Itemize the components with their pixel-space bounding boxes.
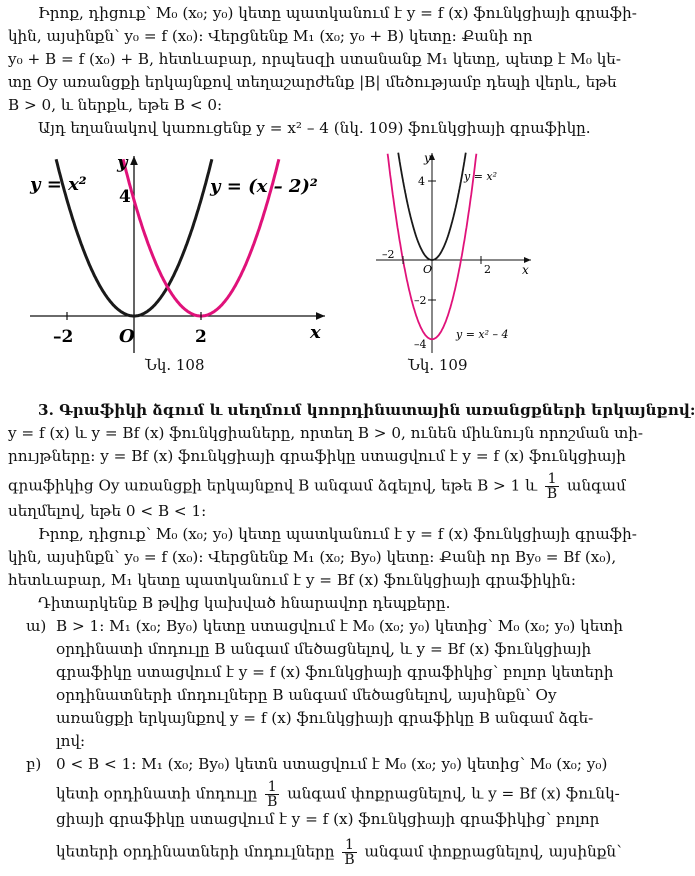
section-3-line-4: սեղմելով, եթե 0 < B < 1: bbox=[8, 502, 207, 520]
axis-label-x: x bbox=[310, 322, 321, 343]
top-line-2: կին, այսինքն՝ y₀ = f (x₀): Վերցնենք M₁ (x₀; y₀ + B) կետը: Քանի որ bbox=[8, 27, 533, 45]
section-3-line-3b: անգամ bbox=[567, 476, 626, 495]
figure-109 bbox=[368, 148, 538, 358]
section-3-line-3a: գրաֆիկից Oy առանցքի երկայնքով B անգամ ձգելով, եթե B > 1 և bbox=[8, 476, 538, 495]
section-3-title: 3. Գրաֆիկի ձգում և սեղմում կոորդինատային առանցքների երկայնքով: bbox=[38, 401, 695, 419]
case-a-line-4: օրդինատների մոդուլները B անգամ մեծացնելով, այսինքն՝ Oy bbox=[56, 686, 557, 704]
case-a-line-2: օրդինատի մոդուլը B անգամ մեծացնելով, և y = Bf (x) ֆունկցիայի bbox=[56, 640, 592, 658]
case-a-label: ա) bbox=[26, 617, 47, 635]
fraction-1-over-B: $\frac{1}{B}$ bbox=[344, 837, 355, 868]
section-3-line-7: հետևաբար, M₁ կետը պատկանում է y = Bf (x) ֆունկցիայի գրաֆիկին: bbox=[8, 571, 576, 589]
top-line-5: B > 0, և ներքև, եթե B < 0: bbox=[8, 96, 223, 114]
section-3-line-5: Իրոք, դիցուք՝ M₀ (x₀; y₀) կետը պատկանում է y = f (x) ֆունկցիայի գրաֆի- bbox=[38, 525, 637, 543]
case-b-label: բ) bbox=[26, 755, 42, 773]
case-b-line-4: կետերի օրդինատների մոդուլները $\frac{1}{B}$ անգամ փոքրացնելով, այսինքն՝ bbox=[56, 837, 622, 868]
section-3-line-8: Դիտարկենք B թվից կախված հնարավոր դեպքերը. bbox=[38, 594, 451, 612]
case-b-line-2: կետի օրդինատի մոդուլը $\frac{1}{B}$ անգամ փոքրացնելով, և y = Bf (x) ֆունկ- bbox=[56, 779, 620, 810]
top-line-4: տը Oy առանցքի երկայնքով տեղաշարժենք |B| մեծությամբ դեպի վերև, եթե bbox=[8, 73, 617, 91]
top-line-3: y₀ + B = f (x₀) + B, հետևաբար, որպեսզի ստանանք M₁ կետը, պետք է M₀ կե- bbox=[8, 50, 621, 68]
tick-label-minus-2-x: –2 bbox=[382, 248, 395, 261]
tick-label-minus-4: –4 bbox=[414, 338, 427, 351]
tick-label-x-2: 2 bbox=[195, 327, 207, 347]
caption-fig-109: Նկ. 109 bbox=[408, 356, 468, 374]
tick-label-2: 2 bbox=[484, 263, 491, 276]
case-a-line-3: գրաֆիկը ստացվում է y = f (x) ֆունկցիայի գրաֆիկից՝ բոլոր կետերի bbox=[56, 663, 614, 681]
case-b-line-1: բ) 0 < B < 1: M₁ (x₀; By₀) կետն ստացվում է M₀ (x₀; y₀) կետից՝ M₀ (x₀; y₀) bbox=[56, 753, 606, 776]
axis-label-y: y bbox=[424, 151, 431, 165]
case-a-line-6: լով: bbox=[56, 732, 86, 750]
section-3-line-3 bbox=[8, 471, 626, 502]
case-b-line-3: ցիայի գրաֆիկը ստացվում է y = f (x) ֆունկցիայի գրաֆիկից՝ բոլոր bbox=[56, 810, 600, 828]
label-y-eq-x-minus-2-sq: y = (x – 2)² bbox=[210, 176, 318, 197]
axis-label-y: y bbox=[117, 152, 128, 173]
case-a-line-1: ա) B > 1: M₁ (x₀; By₀) կետը ստացվում է M₀ (x₀; y₀) կետից՝ M₀ (x₀; y₀) կետի bbox=[56, 615, 606, 638]
caption-fig-108: Նկ. 108 bbox=[145, 356, 205, 374]
label-y-eq-x2: y = x² bbox=[464, 170, 498, 183]
figure-108 bbox=[30, 148, 340, 358]
fraction-1-over-B: $\frac{1}{B}$ bbox=[546, 471, 558, 502]
section-3-line-6: կին, այսինքն՝ y₀ = f (x₀): Վերցնենք M₁ (x₀; By₀) կետը: Քանի որ By₀ = Bf (x₀), bbox=[8, 548, 617, 566]
origin-label: O bbox=[119, 326, 135, 347]
tick-label-y-4: 4 bbox=[119, 187, 131, 207]
case-a-line-5: առանցքի երկայնքով y = f (x) ֆունկցիայի գրաֆիկը B անգամ ձգե- bbox=[56, 709, 594, 727]
fraction-1-over-B: $\frac{1}{B}$ bbox=[267, 779, 278, 810]
tick-label-minus-2-y: –2 bbox=[414, 294, 427, 307]
section-3-line-1: y = f (x) և y = Bf (x) ֆունկցիաները, որտեղ B > 0, ունեն միևնույն որոշման տի- bbox=[8, 424, 644, 442]
axis-label-x: x bbox=[522, 263, 529, 277]
origin-label: O bbox=[423, 263, 433, 276]
label-y-eq-x2-minus-4: y = x² – 4 bbox=[456, 328, 509, 341]
tick-label-x-minus-2: –2 bbox=[53, 327, 74, 347]
tick-label-4: 4 bbox=[418, 175, 425, 188]
top-line-6: Այդ եղանակով կառուցենք y = x² – 4 (նկ. 109) ֆունկցիայի գրաֆիկը. bbox=[38, 119, 591, 137]
label-y-eq-x2: y = x² bbox=[30, 174, 87, 195]
section-3-line-2: րույթները: y = Bf (x) ֆունկցիայի գրաֆիկը ստացվում է y = f (x) ֆունկցիայի bbox=[8, 447, 626, 465]
top-line-1: Իրոք, դիցուք՝ M₀ (x₀; y₀) կետը պատկանում է y = f (x) ֆունկցիայի գրաֆի- bbox=[38, 4, 637, 22]
